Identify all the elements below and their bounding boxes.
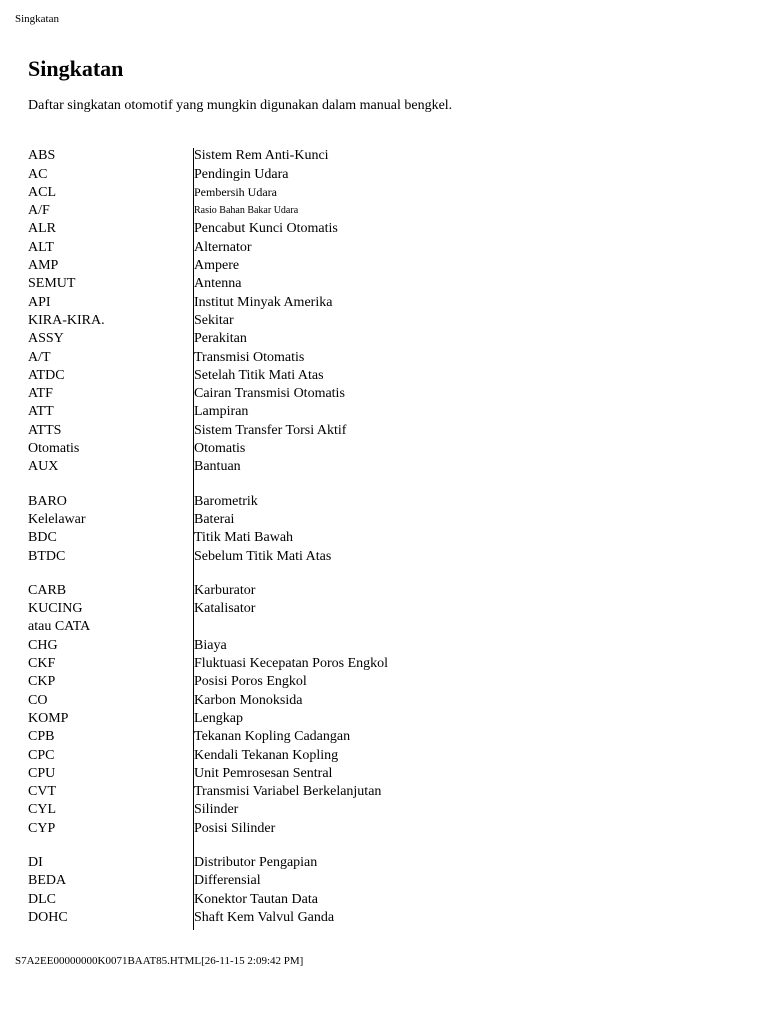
meaning: Institut Minyak Amerika <box>194 294 333 310</box>
meaning: Bantuan <box>194 459 241 475</box>
meaning: Tekanan Kopling Cadangan <box>194 729 351 745</box>
meaning: Alternator <box>194 239 252 255</box>
meaning: Pencabut Kunci Otomatis <box>194 221 338 237</box>
table-row <box>28 510 448 528</box>
meaning: Karburator <box>194 582 256 598</box>
meaning: Otomatis <box>194 441 246 457</box>
abbreviation: CHG <box>28 637 58 653</box>
meaning: Konektor Tautan Data <box>194 891 318 907</box>
abbreviation: CO <box>28 692 48 708</box>
meaning: Sistem Transfer Torsi Aktif <box>194 422 347 438</box>
abbreviation: CYP <box>28 820 56 836</box>
table-row <box>28 528 448 546</box>
table-row <box>28 853 448 871</box>
abbreviation: AUX <box>28 459 59 475</box>
meaning: Differensial <box>194 873 261 889</box>
abbreviation: API <box>28 294 51 310</box>
abbreviation: A/F <box>28 203 50 219</box>
meaning: Sebelum Titik Mati Atas <box>194 548 332 564</box>
abbreviation: KUCING <box>28 601 83 617</box>
meaning: Unit Pemrosesan Sentral <box>194 765 333 781</box>
table-row <box>28 201 448 219</box>
abbreviation: CPB <box>28 729 55 745</box>
abbreviation: ALT <box>28 239 54 255</box>
abbreviation: CKP <box>28 674 56 690</box>
abbreviation: CKF <box>28 656 56 672</box>
table-row <box>28 384 448 402</box>
table-row <box>28 146 448 164</box>
abbreviation: BDC <box>28 530 57 546</box>
abbreviation: ALR <box>28 221 56 237</box>
meaning: Sistem Rem Anti-Kunci <box>194 148 329 164</box>
meaning: Posisi Poros Engkol <box>194 674 307 690</box>
meaning: Pembersih Udara <box>194 184 277 199</box>
abbreviation: CPU <box>28 765 56 781</box>
abbreviation-table <box>28 146 448 926</box>
table-row <box>28 617 448 635</box>
table-row <box>28 439 448 457</box>
table-row <box>28 347 448 365</box>
abbreviation: ACL <box>28 184 56 200</box>
meaning: Pendingin Udara <box>194 166 289 182</box>
abbreviation: KIRA-KIRA. <box>28 312 105 328</box>
abbreviation: ATF <box>28 386 53 402</box>
meaning: Antenna <box>194 276 242 292</box>
table-row <box>28 329 448 347</box>
table-row <box>28 635 448 653</box>
table-row <box>28 457 448 475</box>
abbreviation: CARB <box>28 582 67 598</box>
meaning: Lengkap <box>194 710 243 726</box>
abbreviation: DI <box>28 854 43 870</box>
table-row <box>28 782 448 800</box>
meaning: Lampiran <box>194 404 249 420</box>
table-row <box>28 654 448 672</box>
table-row <box>28 491 448 509</box>
abbreviation: ABS <box>28 148 56 164</box>
table-row <box>28 709 448 727</box>
meaning: Shaft Kem Valvul Ganda <box>194 909 335 925</box>
meaning: Kendali Tekanan Kopling <box>194 747 339 763</box>
table-row <box>28 800 448 818</box>
table-row <box>28 727 448 745</box>
table-row <box>28 256 448 274</box>
meaning: Sekitar <box>194 312 234 328</box>
table-row <box>28 311 448 329</box>
abbreviation: AMP <box>28 258 59 274</box>
abbreviation: A/T <box>28 349 51 365</box>
abbreviation: CYL <box>28 802 56 818</box>
table-row <box>28 889 448 907</box>
table-row <box>28 672 448 690</box>
meaning: Cairan Transmisi Otomatis <box>194 386 345 402</box>
table-row <box>28 366 448 384</box>
meaning: Fluktuasi Kecepatan Poros Engkol <box>194 656 389 672</box>
table-row <box>28 690 448 708</box>
page-footer: S7A2EE00000000K0071BAAT85.HTML[26-11-15 2:09:42 PM] <box>15 955 304 967</box>
table-row <box>28 420 448 438</box>
abbreviation: BARO <box>28 493 67 509</box>
abbreviation: DOHC <box>28 909 68 925</box>
table-row <box>28 908 448 926</box>
abbreviation: KOMP <box>28 710 69 726</box>
abbreviation: CPC <box>28 747 55 763</box>
meaning: Ampere <box>194 258 240 274</box>
abbreviation: DLC <box>28 891 56 907</box>
table-row <box>28 581 448 599</box>
meaning: Barometrik <box>194 493 258 509</box>
page-header-title: Singkatan <box>15 13 59 25</box>
table-row <box>28 274 448 292</box>
meaning: Transmisi Otomatis <box>194 349 305 365</box>
table-row <box>28 164 448 182</box>
abbreviation: CVT <box>28 784 56 800</box>
abbreviation: ATTS <box>28 422 62 438</box>
meaning: Distributor Pengapian <box>194 854 318 870</box>
abbreviation: Otomatis <box>28 441 80 457</box>
table-row <box>28 745 448 763</box>
abbreviation: BEDA <box>28 873 67 889</box>
abbreviation: BTDC <box>28 548 66 564</box>
table-row <box>28 402 448 420</box>
meaning: Biaya <box>194 637 227 653</box>
abbreviation: AC <box>28 166 48 182</box>
table-row <box>28 818 448 836</box>
table-row <box>28 219 448 237</box>
abbreviation: ATDC <box>28 367 65 383</box>
meaning: Setelah Titik Mati Atas <box>194 367 324 383</box>
meaning: Perakitan <box>194 331 247 347</box>
table-row <box>28 599 448 617</box>
page-title: Singkatan <box>28 56 124 81</box>
table-row <box>28 546 448 564</box>
table-row <box>28 871 448 889</box>
abbreviation: ASSY <box>28 331 64 347</box>
abbreviation: ATT <box>28 404 54 420</box>
meaning: Baterai <box>194 511 235 527</box>
meaning: Silinder <box>194 802 239 818</box>
abbreviation: SEMUT <box>28 276 76 292</box>
table-row <box>28 237 448 255</box>
meaning: Transmisi Variabel Berkelanjutan <box>194 784 382 800</box>
meaning: Rasio Bahan Bakar Udara <box>194 205 299 217</box>
table-row <box>28 183 448 201</box>
table-row <box>28 764 448 782</box>
intro-text: Daftar singkatan otomotif yang mungkin digunakan dalam manual bengkel. <box>28 98 453 113</box>
meaning: Posisi Silinder <box>194 820 276 836</box>
abbreviation: atau CATA <box>28 619 91 635</box>
table-row <box>28 292 448 310</box>
meaning: Karbon Monoksida <box>194 692 303 708</box>
meaning: Titik Mati Bawah <box>194 530 294 546</box>
meaning: Katalisator <box>194 601 256 617</box>
abbreviation: Kelelawar <box>28 511 86 527</box>
